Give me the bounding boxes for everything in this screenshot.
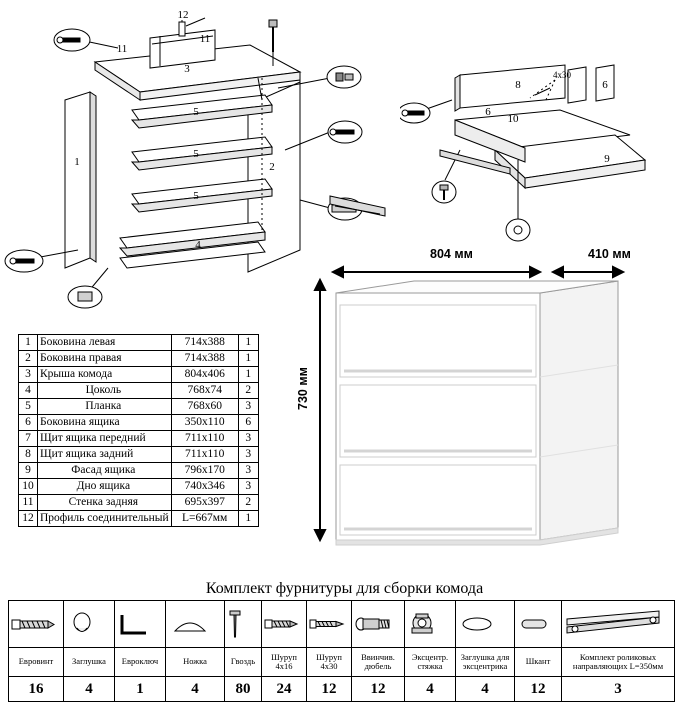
kit-item-qty: 12 [515, 677, 562, 702]
kit-item-name: Шкант [515, 648, 562, 677]
part-qty: 2 [238, 495, 258, 511]
part-number: 1 [19, 335, 38, 351]
part-size: 740х346 [171, 479, 238, 495]
part-number: 2 [19, 351, 38, 367]
dowel-icon [515, 601, 562, 648]
part-name: Крыша комода [38, 367, 172, 383]
kit-qty-row [9, 677, 675, 702]
svg-text:6: 6 [602, 79, 608, 91]
part-qty: 3 [238, 431, 258, 447]
svg-text:8: 8 [515, 79, 521, 91]
svg-text:10: 10 [507, 113, 519, 125]
svg-text:1: 1 [74, 156, 80, 168]
part-number: 3 [19, 367, 38, 383]
svg-text:5: 5 [193, 148, 199, 160]
svg-text:2: 2 [269, 161, 275, 173]
svg-text:5: 5 [193, 190, 199, 202]
part-size: 714х388 [171, 335, 238, 351]
part-name: Планка [38, 399, 172, 415]
parts-table [18, 334, 259, 527]
svg-text:5: 5 [193, 106, 199, 118]
part-name: Боковина ящика [38, 415, 172, 431]
cam-lock-icon [405, 601, 456, 648]
part-number: 5 [19, 399, 38, 415]
table-row [19, 335, 259, 351]
assembled-chest-view [288, 245, 688, 575]
part-name: Дно ящика [38, 479, 172, 495]
part-size: 711х110 [171, 431, 238, 447]
svg-text:11: 11 [116, 43, 128, 55]
dimension-height: 730 мм [296, 367, 310, 410]
euro-key-icon [115, 601, 166, 648]
kit-item-qty: 16 [9, 677, 64, 702]
dimension-width: 804 мм [430, 247, 473, 261]
screw-4x16-icon [262, 601, 307, 648]
part-size: 714х388 [171, 351, 238, 367]
part-qty: 1 [238, 335, 258, 351]
kit-item-name: Эксцентр. стяжка [405, 648, 456, 677]
euro-screw-icon [9, 601, 64, 648]
part-number: 11 [19, 495, 38, 511]
part-size: 768х60 [171, 399, 238, 415]
part-number: 12 [19, 511, 38, 527]
kit-item-qty: 80 [225, 677, 262, 702]
part-size: 768х74 [171, 383, 238, 399]
table-row [19, 479, 259, 495]
drawer-exploded-diagram [400, 40, 680, 270]
part-qty: 2 [238, 383, 258, 399]
kit-item-qty: 1 [115, 677, 166, 702]
svg-text:12: 12 [177, 9, 189, 21]
svg-text:4: 4 [195, 239, 201, 251]
part-name: Фасад ящика [38, 463, 172, 479]
part-size: 350х110 [171, 415, 238, 431]
kit-item-qty: 4 [405, 677, 456, 702]
part-name: Щит ящика задний [38, 447, 172, 463]
kit-item-name: Заглушка [64, 648, 115, 677]
part-number: 4 [19, 383, 38, 399]
part-name: Боковина правая [38, 351, 172, 367]
kit-item-name: Ножка [166, 648, 225, 677]
table-row [19, 447, 259, 463]
kit-item-qty: 24 [262, 677, 307, 702]
part-name: Боковина левая [38, 335, 172, 351]
svg-text:3: 3 [184, 63, 190, 75]
part-qty: 1 [238, 367, 258, 383]
part-qty: 1 [238, 351, 258, 367]
hardware-kit-table [8, 600, 675, 702]
table-row [19, 495, 259, 511]
kit-item-name: Евровинт [9, 648, 64, 677]
part-size: L=667мм [171, 511, 238, 527]
kit-item-qty: 4 [456, 677, 515, 702]
dimension-depth: 410 мм [588, 247, 631, 261]
kit-item-qty: 12 [307, 677, 352, 702]
dowel-screw-icon [352, 601, 405, 648]
part-size: 796х170 [171, 463, 238, 479]
part-number: 9 [19, 463, 38, 479]
kit-item-qty: 12 [352, 677, 405, 702]
part-qty: 3 [238, 447, 258, 463]
kit-item-name: Евроключ [115, 648, 166, 677]
kit-item-qty: 3 [562, 677, 675, 702]
svg-text:11: 11 [199, 33, 211, 45]
table-row [19, 463, 259, 479]
hardware-kit-title: Комплект фурнитуры для сборки комода [205, 580, 484, 597]
part-qty: 6 [238, 415, 258, 431]
part-size: 804х406 [171, 367, 238, 383]
part-qty: 3 [238, 399, 258, 415]
part-name: Профиль соединительный [38, 511, 172, 527]
kit-item-qty: 4 [64, 677, 115, 702]
kit-item-name: Шуруп 4х16 [262, 648, 307, 677]
table-row [19, 351, 259, 367]
kit-name-row [9, 648, 675, 677]
kit-item-name: Заглушка для эксцентрика [456, 648, 515, 677]
kit-item-name: Комплект роликовых направляющих L=350мм [562, 648, 675, 677]
part-qty: 3 [238, 463, 258, 479]
foot-icon [166, 601, 225, 648]
part-name: Цоколь [38, 383, 172, 399]
part-number: 6 [19, 415, 38, 431]
cap-icon [64, 601, 115, 648]
kit-item-qty: 4 [166, 677, 225, 702]
table-row [19, 511, 259, 527]
table-row [19, 431, 259, 447]
svg-text:9: 9 [604, 153, 610, 165]
part-number: 7 [19, 431, 38, 447]
nail-icon [225, 601, 262, 648]
drawer-slide-icon [562, 601, 675, 648]
kit-item-name: Гвоздь [225, 648, 262, 677]
part-name: Стенка задняя [38, 495, 172, 511]
part-size: 695х397 [171, 495, 238, 511]
screw-4x30-icon [307, 601, 352, 648]
part-qty: 1 [238, 511, 258, 527]
table-row [19, 367, 259, 383]
table-row [19, 383, 259, 399]
part-number: 8 [19, 447, 38, 463]
kit-item-name: Шуруп 4х30 [307, 648, 352, 677]
svg-text:4х30: 4х30 [553, 70, 571, 80]
svg-text:6: 6 [485, 106, 491, 118]
table-row [19, 399, 259, 415]
part-number: 10 [19, 479, 38, 495]
part-size: 711х110 [171, 447, 238, 463]
kit-icon-row [9, 601, 675, 648]
table-row [19, 415, 259, 431]
part-name: Щит ящика передний [38, 431, 172, 447]
kit-item-name: Ввинчив. дюбель [352, 648, 405, 677]
cam-cap-icon [456, 601, 515, 648]
part-qty: 3 [238, 479, 258, 495]
